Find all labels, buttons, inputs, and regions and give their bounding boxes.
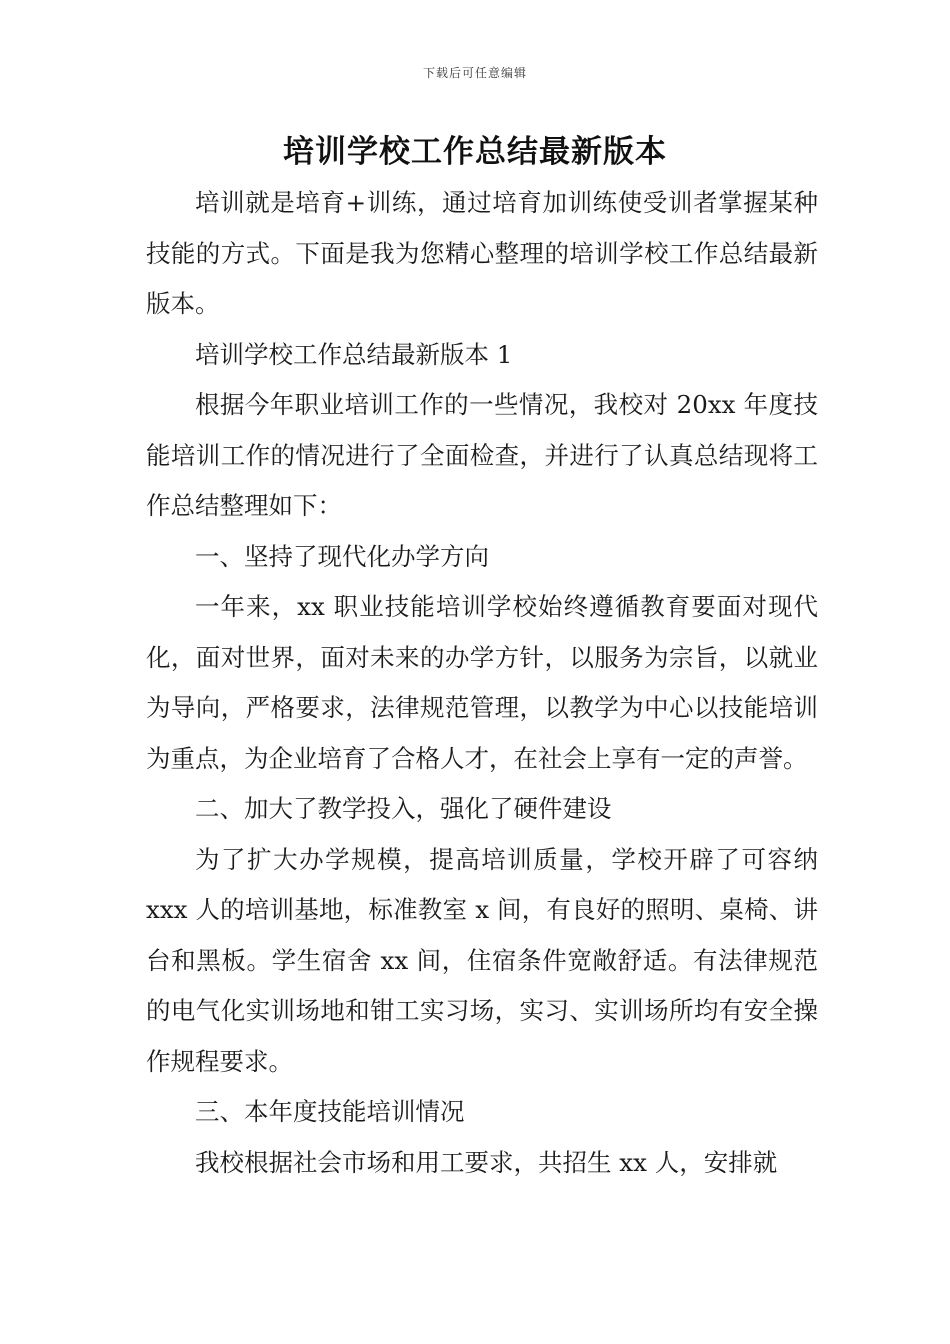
document-title: 培训学校工作总结最新版本	[283, 134, 667, 170]
section-1-paragraph: 一年来，xx 职业技能培训学校始终遵循教育要面对现代化，面对世界，面对未来的办学方针，以服务为宗旨，以就业为导向，严格要求，法律规范管理，以教学为中心以技能培训为重点，为企业培育了合格人才，在社会上享有一定的声誉。	[146, 592, 818, 773]
section-heading-version-1: 培训学校工作总结最新版本 1	[195, 339, 513, 369]
section-3-paragraph: 我校根据社会市场和用工要求，共招生 xx 人，安排就	[195, 1147, 778, 1177]
section-heading-1: 一、坚持了现代化办学方向	[195, 541, 489, 571]
overview-paragraph: 根据今年职业培训工作的一些情况，我校对 20xx 年度技能培训工作的情况进行了全面检查，并进行了认真总结现将工作总结整理如下：	[146, 390, 818, 520]
section-heading-3: 三、本年度技能培训情况	[195, 1097, 465, 1126]
section-heading-2: 二、加大了教学投入，强化了硬件建设	[195, 794, 612, 823]
intro-paragraph: 培训就是培育+训练，通过培育加训练使受训者掌握某种技能的方式。下面是我为您精心整理的培训学校工作总结最新版本。	[146, 188, 818, 318]
document-body	[146, 178, 818, 1188]
section-2-paragraph: 为了扩大办学规模，提高培训质量，学校开辟了可容纳 xxx 人的培训基地，标准教室 x 间，有良好的照明、桌椅、讲台和黑板。学生宿舍 xx 间，住宿条件宽敞舒适。有法律规范的电气化实训场地和钳工实习场，实习、实训场所均有安全操作规程要求。	[146, 844, 818, 1076]
header-note: 下载后可任意编辑	[422, 66, 527, 80]
